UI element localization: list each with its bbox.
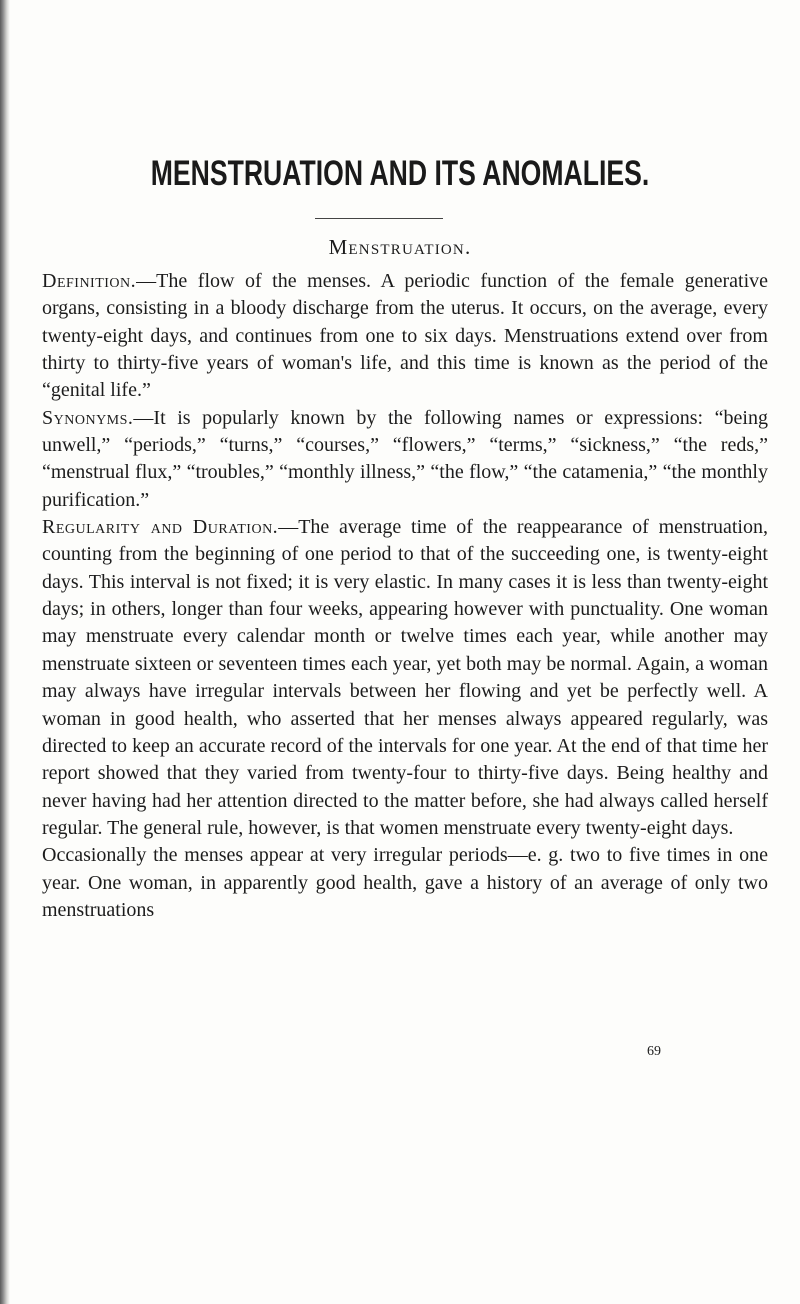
paragraph-text: —The flow of the menses. A periodic function of the female generative organs, consisting in a bloody discharge from the uterus. It occurs, on the average, every twenty-eight days, and continues from one to six days. Menstruations extend over from thirty to thirty-five years of woman's life, and this time is known as the period of the “genital life.” <box>42 270 768 402</box>
paragraph-lead: Definition. <box>42 270 137 292</box>
paragraph-text: Occasionally the menses appear at very irregular periods—e. g. two to five times in one year. One woman, in apparently good health, gave a history of an average of only two menstruations <box>42 844 768 921</box>
paragraph-definition <box>42 268 768 405</box>
paragraph-synonyms <box>42 405 768 514</box>
body-text <box>42 268 768 924</box>
page-binding-edge <box>0 0 10 1304</box>
section-heading: Menstruation. <box>328 235 472 259</box>
title-rule <box>315 218 443 219</box>
paragraph-occasionally <box>42 842 768 924</box>
paragraph-lead: Synonyms. <box>42 406 134 429</box>
paragraph-lead: Regularity and Duration. <box>42 516 279 539</box>
chapter-title: MENSTRUATION AND ITS ANOMALIES. <box>150 154 650 193</box>
paragraph-text: —The average time of the reappearance of menstruation, counting from the beginning of one period to that of the succeeding one, is twenty-eight days. This interval is not fixed; it is very elastic. In many cases it is less than twenty-eight days; in others, longer than four weeks, appearing however with punctuality. One woman may menstruate every calendar month or twelve times each year, while another may menstruate sixteen or seventeen times each year, yet both may be normal. Again, a woman may always have irregular intervals between her flowing and yet be perfectly well. A woman in good health, who asserted that her menses always appeared regularly, was directed to keep an accurate record of the intervals for one year. At the end of that time her report showed that they varied from twenty-four to thirty-five days. Being healthy and never having had her attention directed to the matter before, she had always called herself regular. The general rule, however, is that women menstruate every twenty-eight days. <box>42 516 768 839</box>
page-number: 69 <box>647 1044 661 1059</box>
paragraph-regularity <box>42 514 768 842</box>
paragraph-text: —It is popularly known by the following names or expressions: “being unwell,” “periods,” “turns,” “courses,” “flowers,” “terms,” “sickness,” “the reds,” “menstrual flux,” “troubles,” “monthly illness,” “the flow,” “the catamenia,” “the monthly purification.” <box>42 406 768 511</box>
